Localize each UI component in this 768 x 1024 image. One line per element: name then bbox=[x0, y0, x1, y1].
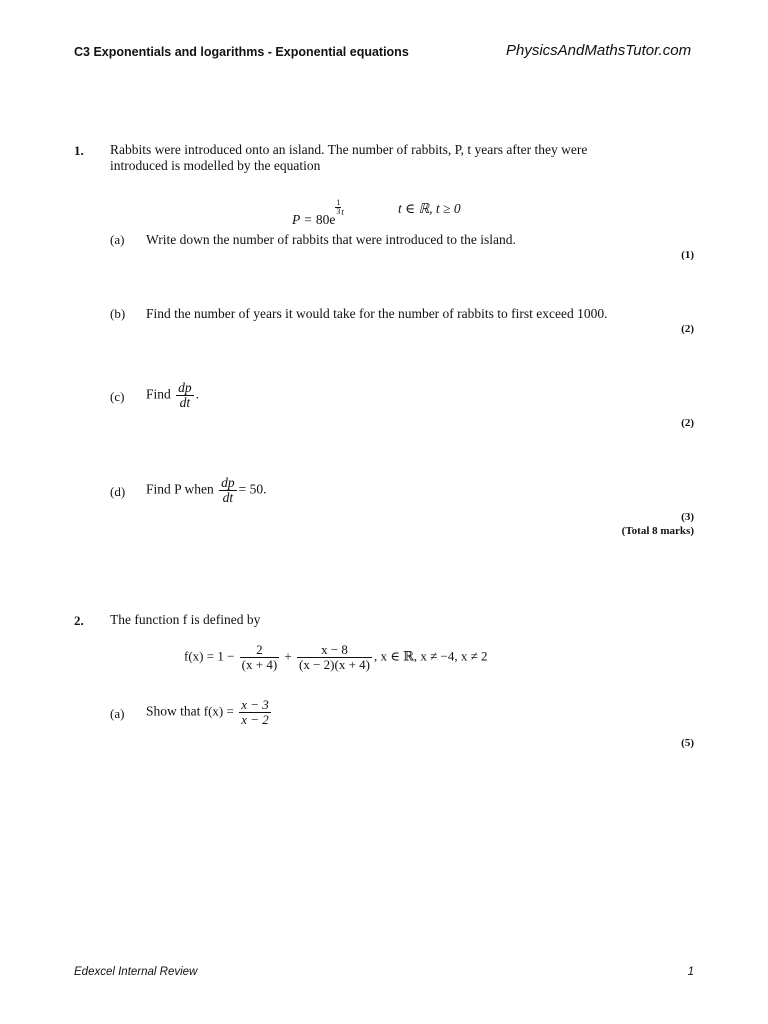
q1-part-d-frac-den: dt bbox=[222, 490, 234, 505]
q2-part-a-fraction bbox=[239, 698, 271, 727]
q1-part-a-letter: (a) bbox=[110, 232, 125, 247]
q1-part-d-suffix: = 50. bbox=[238, 481, 267, 497]
q1-part-c-content bbox=[146, 381, 199, 410]
q1-part-a-text: Write down the number of rabbits that were introduced to the island. bbox=[146, 232, 516, 247]
q1-total-marks: (Total 8 marks) bbox=[621, 525, 694, 537]
q1-part-b-text: Find the number of years it would take for the number of rabbits to first exceed 1000. bbox=[146, 306, 608, 321]
q2-domain: , x ∈ ℝ, x ≠ −4, x ≠ 2 bbox=[373, 648, 488, 664]
q1-eq-lhs: P = bbox=[292, 212, 313, 227]
page-number: 1 bbox=[687, 966, 694, 978]
q1-part-b-marks: (2) bbox=[681, 323, 694, 335]
q1-part-c-suffix: . bbox=[195, 386, 200, 402]
q1-part-d-marks: (3) bbox=[681, 511, 694, 523]
q1-intro-line1: Rabbits were introduced onto an island. The number of rabbits, P, t years after they were bbox=[110, 142, 588, 157]
question-number-1: 1. bbox=[74, 143, 84, 158]
q2-function-definition bbox=[184, 643, 488, 672]
brand-name: PhysicsAndMathsTutor.com bbox=[506, 42, 692, 59]
q1-part-d-frac-num: dp bbox=[221, 475, 235, 490]
q1-part-d-derivative bbox=[219, 476, 237, 505]
q1-part-c-frac-num: dp bbox=[178, 380, 192, 395]
footer-source: Edexcel Internal Review bbox=[74, 966, 198, 978]
q2-part-a-frac-num: x − 3 bbox=[241, 697, 269, 712]
q1-part-c-letter: (c) bbox=[110, 389, 125, 404]
q2-part-a-content bbox=[146, 698, 273, 727]
q2-part-a-lhs: f(x) = bbox=[203, 703, 234, 719]
q1-part-c-marks: (2) bbox=[681, 417, 694, 429]
q1-eq-exp-den: 3 bbox=[336, 207, 341, 216]
q1-part-a-marks: (1) bbox=[681, 249, 694, 261]
document-title: C3 Exponentials and logarithms - Exponential equations bbox=[74, 45, 409, 59]
q2-frac2-num: x − 8 bbox=[297, 643, 372, 658]
q2-part-a-marks: (5) bbox=[681, 737, 694, 749]
q1-part-d-text: Find P when bbox=[146, 481, 214, 497]
q1-eq-exp-var: t bbox=[341, 207, 344, 217]
q2-fx-lhs: f(x) = 1 − bbox=[184, 648, 235, 664]
q1-part-d-content bbox=[146, 476, 267, 505]
q2-plus: + bbox=[284, 648, 292, 664]
q1-part-d-letter: (d) bbox=[110, 484, 126, 499]
q2-frac1-num: 2 bbox=[240, 643, 280, 658]
q1-part-c-derivative bbox=[176, 381, 194, 410]
q2-part-a-frac-den: x − 2 bbox=[241, 712, 269, 727]
q1-part-b-letter: (b) bbox=[110, 306, 126, 321]
q1-equation bbox=[292, 199, 344, 228]
q1-eq-coef: 80e bbox=[315, 212, 336, 227]
q1-equation-domain: t ∈ ℝ, t ≥ 0 bbox=[398, 201, 461, 216]
q2-intro: The function f is defined by bbox=[110, 612, 261, 627]
q1-eq-exp-num: 1 bbox=[336, 198, 341, 207]
q2-part-a-text: Show that bbox=[146, 703, 201, 719]
q2-part-a-letter: (a) bbox=[110, 706, 125, 721]
q1-part-c-frac-den: dt bbox=[179, 395, 191, 410]
q1-intro-line2: introduced is modelled by the equation bbox=[110, 158, 321, 173]
q2-frac2-den: (x − 2)(x + 4) bbox=[299, 657, 370, 672]
q2-fraction-2 bbox=[297, 643, 372, 672]
question-number-2: 2. bbox=[74, 613, 84, 628]
q2-fraction-1 bbox=[240, 643, 280, 672]
q1-part-c-text: Find bbox=[146, 386, 171, 402]
q2-frac1-den: (x + 4) bbox=[241, 657, 278, 672]
